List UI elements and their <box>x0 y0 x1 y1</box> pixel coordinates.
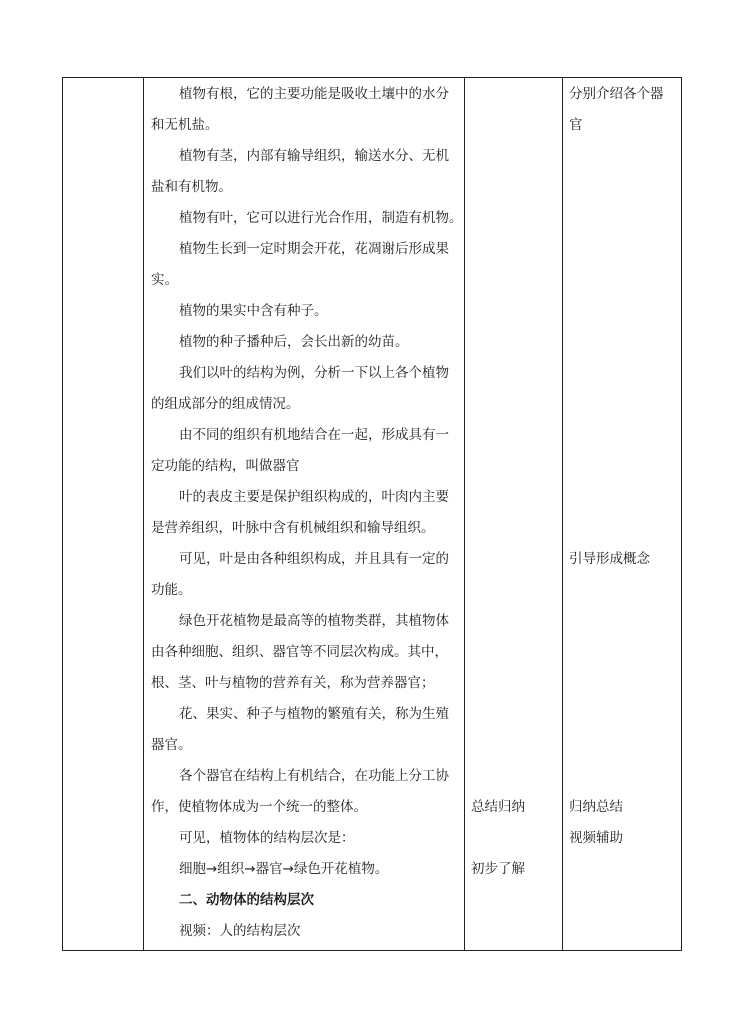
content-line: 绿色开花植物是最高等的植物类群，其植物体 <box>179 613 449 629</box>
content-line: 植物有叶，它可以进行光合作用，制造有机物。 <box>179 210 463 226</box>
content-line: 视频：人的结构层次 <box>179 923 301 939</box>
design-intent-intro-cont: 官 <box>569 117 583 133</box>
student-activity-summarize: 总结归纳 <box>471 799 525 815</box>
design-intent-intro: 分别介绍各个器 <box>569 86 664 102</box>
content-line: 功能。 <box>151 582 192 598</box>
content-line: 我们以叶的结构为例，分析一下以上各个植物 <box>179 365 449 381</box>
design-intent-summary: 归纳总结 <box>569 799 623 815</box>
column-divider <box>562 78 563 950</box>
content-line: 植物的种子播种后，会长出新的幼苗。 <box>179 334 409 350</box>
content-line: 植物有茎，内部有输导组织，输送水分、无机 <box>179 148 449 164</box>
content-line: 盐和有机物。 <box>151 179 232 195</box>
content-line: 实。 <box>151 272 178 288</box>
column-divider <box>464 78 465 950</box>
content-line: 花、果实、种子与植物的繁殖有关，称为生殖 <box>179 706 449 722</box>
content-line: 细胞→组织→器官→绿色开花植物。 <box>179 861 389 877</box>
design-intent-video: 视频辅助 <box>569 830 623 846</box>
section-heading: 二、动物体的结构层次 <box>179 892 314 908</box>
content-line: 的组成部分的组成情况。 <box>151 396 300 412</box>
content-line: 作，使植物体成为一个统一的整体。 <box>151 799 367 815</box>
content-line: 是营养组织，叶脉中含有机械组织和输导组织。 <box>151 520 435 536</box>
content-line: 由各种细胞、组织、器官等不同层次构成。其中， <box>151 644 448 660</box>
content-line: 各个器官在结构上有机结合，在功能上分工协 <box>179 768 449 784</box>
content-line: 定功能的结构，叫做器官 <box>151 458 300 474</box>
content-line: 和无机盐。 <box>151 117 219 133</box>
content-line: 叶的表皮主要是保护组织构成的，叶肉内主要 <box>179 489 449 505</box>
content-line: 植物生长到一定时期会开花，花凋谢后形成果 <box>179 241 449 257</box>
content-line: 器官。 <box>151 737 192 753</box>
design-intent-concept: 引导形成概念 <box>569 551 650 567</box>
lesson-table <box>62 77 682 951</box>
content-line: 植物有根，它的主要功能是吸收土壤中的水分 <box>179 86 449 102</box>
student-activity-initial: 初步了解 <box>471 861 525 877</box>
content-line: 可见，叶是由各种组织构成，并且具有一定的 <box>179 551 449 567</box>
content-line: 由不同的组织有机地结合在一起，形成具有一 <box>179 427 449 443</box>
content-line: 可见，植物体的结构层次是： <box>179 830 355 846</box>
column-divider <box>143 78 144 950</box>
content-line: 植物的果实中含有种子。 <box>179 303 328 319</box>
content-line: 根、茎、叶与植物的营养有关，称为营养器官； <box>151 675 435 691</box>
